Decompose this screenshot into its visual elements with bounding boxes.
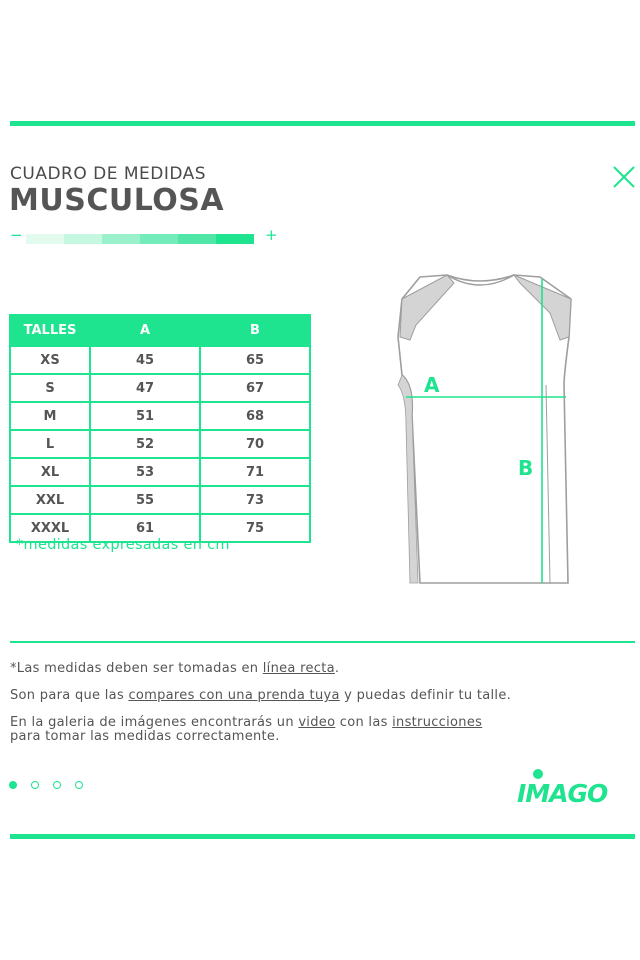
- size-cell: XXL: [10, 486, 90, 514]
- pager-dot[interactable]: [31, 781, 39, 789]
- info-line-1: [10, 662, 339, 676]
- info-text: .: [334, 661, 340, 676]
- measure-a-cell: 53: [90, 458, 200, 486]
- imago-logo: [516, 768, 638, 806]
- info-text: En la galeria de imágenes encontrarás un: [10, 715, 299, 730]
- fit-scale-plus: +: [265, 226, 278, 244]
- size-cell: XL: [10, 458, 90, 486]
- fit-scale-segment: [26, 234, 64, 244]
- fit-scale: [10, 226, 278, 245]
- info-line-3: [10, 716, 482, 730]
- info-text: Son para que las: [10, 688, 129, 703]
- info-line-4: para tomar las medidas correctamente.: [10, 729, 280, 744]
- fit-scale-segment: [102, 234, 140, 244]
- label-a: A: [424, 373, 440, 397]
- page-title: MUSCULOSA: [9, 183, 225, 218]
- info-text: y puedas definir tu talle.: [339, 688, 512, 703]
- table-row: [10, 346, 310, 374]
- bottom-accent-bar: [10, 834, 635, 839]
- header-talles: TALLES: [10, 315, 90, 346]
- tank-top-outline: [398, 275, 571, 583]
- measure-a-cell: 47: [90, 374, 200, 402]
- fit-scale-segment: [140, 234, 178, 244]
- measure-b-cell: 67: [200, 374, 310, 402]
- table-row: [10, 402, 310, 430]
- measure-b-cell: 73: [200, 486, 310, 514]
- measure-b-cell: 65: [200, 346, 310, 374]
- pager-dot[interactable]: [9, 781, 17, 789]
- tank-top-diagram: [380, 265, 580, 595]
- close-icon[interactable]: [610, 163, 638, 191]
- header-b: B: [200, 315, 310, 346]
- logo-dot: [533, 769, 543, 779]
- info-line-2: [10, 689, 511, 703]
- units-note: *medidas expresadas en cm: [16, 537, 230, 553]
- link-instrucciones[interactable]: instrucciones: [392, 715, 483, 730]
- section-divider: [10, 641, 635, 643]
- top-accent-bar: [10, 121, 635, 126]
- measure-a-cell: 52: [90, 430, 200, 458]
- pager-dot[interactable]: [53, 781, 61, 789]
- measure-a-cell: 51: [90, 402, 200, 430]
- measure-a-cell: 55: [90, 486, 200, 514]
- fit-scale-minus: −: [10, 226, 23, 244]
- link-video[interactable]: video: [298, 715, 336, 730]
- info-text: con las: [335, 715, 393, 730]
- size-cell: S: [10, 374, 90, 402]
- logo-text: IMAGO: [517, 779, 608, 806]
- size-cell: L: [10, 430, 90, 458]
- page-kicker: CUADRO DE MEDIDAS: [10, 164, 207, 184]
- info-text: *Las medidas deben ser tomadas en: [10, 661, 263, 676]
- size-cell: XXXL: [10, 514, 90, 542]
- pager-dot[interactable]: [75, 781, 83, 789]
- size-table-header: [10, 315, 310, 346]
- measure-b-cell: 68: [200, 402, 310, 430]
- size-cell: M: [10, 402, 90, 430]
- size-table: [9, 314, 311, 543]
- link-linea-recta[interactable]: línea recta: [262, 661, 335, 676]
- table-row: [10, 374, 310, 402]
- table-row: [10, 486, 310, 514]
- fit-scale-segment: [64, 234, 102, 244]
- label-b: B: [518, 456, 534, 480]
- header-a: A: [90, 315, 200, 346]
- link-compares[interactable]: compares con una prenda tuya: [128, 688, 340, 703]
- fit-scale-segment: [178, 234, 216, 244]
- measure-b-cell: 70: [200, 430, 310, 458]
- size-cell: XS: [10, 346, 90, 374]
- measure-a-cell: 45: [90, 346, 200, 374]
- table-row: [10, 458, 310, 486]
- table-row: [10, 430, 310, 458]
- fit-scale-segment: [216, 234, 254, 244]
- measure-b-cell: 75: [200, 514, 310, 542]
- measure-b-cell: 71: [200, 458, 310, 486]
- measure-a-cell: 61: [90, 514, 200, 542]
